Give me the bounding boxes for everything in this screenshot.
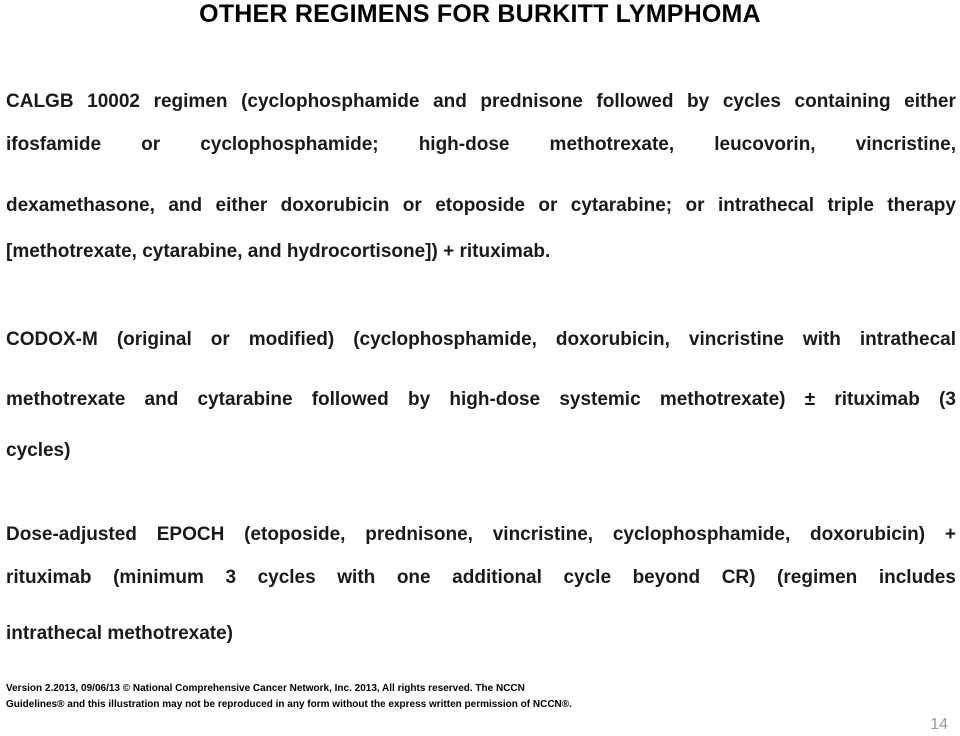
footer-copyright-line-2: Guidelines® and this illustration may not be reproduced in any form without the express written permission of NCCN®. [6,699,572,710]
word: intrathecal [717,195,815,216]
word: + [944,524,956,545]
word: Dose-adjusted [6,524,137,545]
regimen-epoch-line-1 [6,524,956,546]
page-number: 14 [930,716,948,733]
word: doxorubicin) [810,524,926,545]
word: and [144,389,179,410]
word: systemic [559,389,641,410]
word: by [687,91,710,112]
word: with [802,329,841,350]
word: (regimen [777,567,858,588]
word: followed [311,389,389,410]
word: modified) [248,329,335,350]
word: triple [827,195,874,216]
word: rituximab [6,567,92,588]
regimen-codox-m-line-2 [6,389,956,411]
word: methotrexate) [659,389,786,410]
regimen-calgb-line-4: [methotrexate, cytarabine, and hydrocortisone]) + rituximab. [6,241,551,262]
word: vincristine [688,329,784,350]
word: (3 [939,389,956,410]
word: ifosfamide [6,134,102,155]
word: cyclophosphamide; [200,134,379,155]
word: prednisone, [365,524,473,545]
word: 10002 [87,91,140,112]
word: containing [794,91,891,112]
word: (cyclophosphamide [241,91,420,112]
word: or [402,195,422,216]
word: doxorubicin [280,195,390,216]
word: vincristine, [492,524,594,545]
word: one [396,567,431,588]
word: high-dose [449,389,541,410]
word: by [407,389,431,410]
word: or [210,329,230,350]
footer-copyright-line-1: Version 2.2013, 09/06/13 © National Comprehensive Cancer Network, Inc. 2013, All rights reserved. The NCCN [6,683,525,694]
word: cyclophosphamide, [612,524,791,545]
word: (cyclophosphamide, [353,329,537,350]
regimen-codox-m-line-3: cycles) [6,440,71,461]
word: (original [116,329,192,350]
word: includes [878,567,956,588]
word: (minimum [113,567,204,588]
regimen-calgb-line-2 [6,134,956,156]
word: and [433,91,467,112]
word: methotrexate [6,389,126,410]
word: regimen [153,91,228,112]
regimen-epoch-line-3: intrathecal methotrexate) [6,623,234,644]
word: cytarabine; [570,195,673,216]
word: cycle [563,567,612,588]
word: CR) [721,567,756,588]
regimen-codox-m-line-1 [6,329,956,351]
word: EPOCH [156,524,225,545]
word: beyond [632,567,701,588]
word: methotrexate, [549,134,675,155]
word: additional [452,567,542,588]
word: intrathecal [859,329,956,350]
word: or [141,134,161,155]
regimen-calgb-line-1 [6,91,956,113]
word: doxorubicin, [555,329,670,350]
word: vincristine, [855,134,956,155]
word: CODOX-M [6,329,98,350]
word: or [538,195,558,216]
word: cytarabine [197,389,293,410]
page-title: OTHER REGIMENS FOR BURKITT LYMPHOMA [199,0,761,28]
word: followed [596,91,674,112]
word: prednisone [480,91,583,112]
word: 3 [225,567,237,588]
word: either [215,195,268,216]
word: cycles [257,567,316,588]
regimen-epoch-line-2 [6,567,956,589]
word: and [168,195,203,216]
word: etoposide [435,195,525,216]
word: CALGB [6,91,74,112]
word: leucovorin, [714,134,816,155]
word: ± [804,389,816,410]
word: cycles [722,91,781,112]
word: with [337,567,376,588]
word: or [685,195,705,216]
word: rituximab [834,389,920,410]
word: dexamethasone, [6,195,155,216]
regimen-calgb-line-3 [6,195,956,217]
word: either [904,91,956,112]
word: high-dose [418,134,510,155]
word: (etoposide, [244,524,346,545]
word: therapy [887,195,956,216]
